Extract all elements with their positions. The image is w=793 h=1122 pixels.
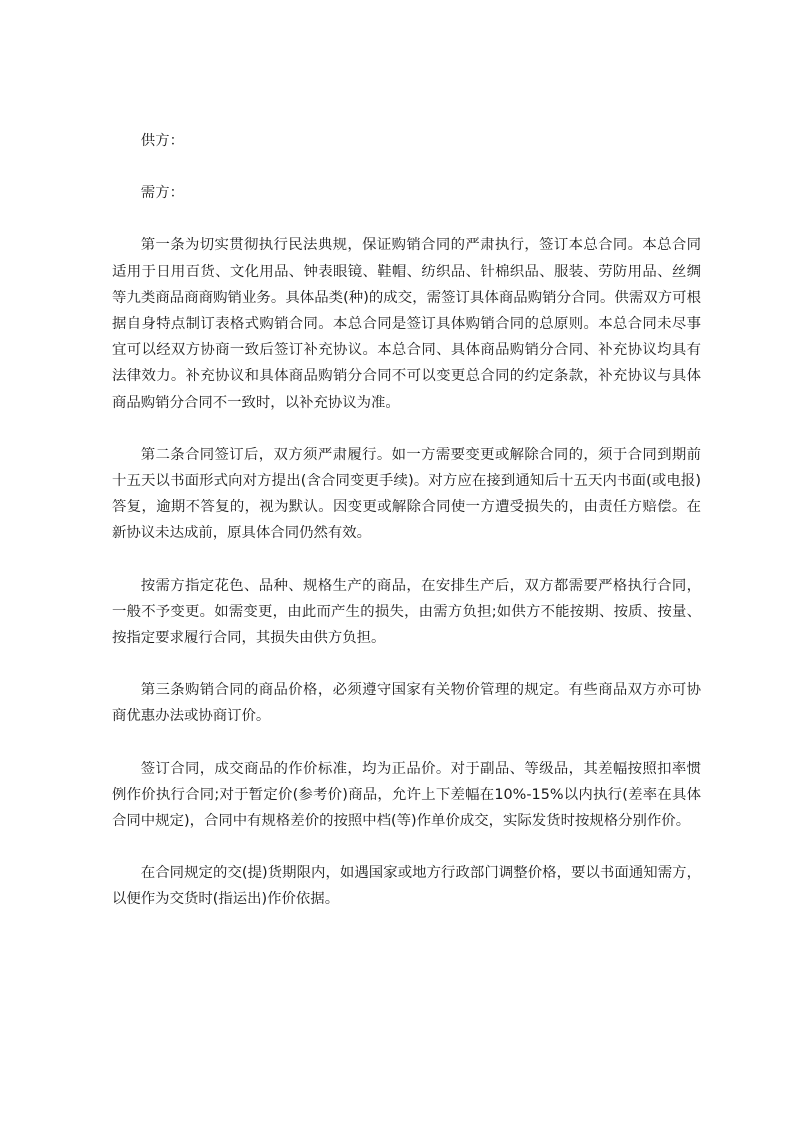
buyer-label: 需方： [140, 185, 184, 202]
supplier-label: 供方： [140, 133, 184, 149]
article-2-paragraph: 第二条合同签订后，双方须严肃履行。如一方需要变更或解除合同的，须于合同到期前十五天以书面形式向对方提出(含合同变更手续)。对方应在接到通知后十五天内书面(或电报)答复，逾期不答复的，视为默认。因变更或解除合同使一方遭受损失的，由责任方赔偿。在新协议未达成前，原具体合同仍然有效。 [112, 446, 701, 542]
custom-production-paragraph: 按需方指定花色、品种、规格生产的商品，在安排生产后，双方都需要严格执行合同，一般不予变更。如需变更，由此而产生的损失，由需方负担;如供方不能按期、按质、按量、按指定要求履行合同，其损失由供方负担。 [112, 577, 701, 647]
article-3-paragraph: 第三条购销合同的商品价格，必须遵守国家有关物价管理的规定。有些商品双方亦可协商优惠办法或协商订价。 [112, 682, 701, 725]
pricing-standard-paragraph: 签订合同，成交商品的作价标准，均为正品价。对于副品、等级品，其差幅按照扣率惯例作价执行合同;对于暂定价(参考价)商品，允许上下差幅在10%-15%以内执行(差率在具体合同中规定)，合同中有规格差价的按照中档(等)作单价成交，实际发货时按规格分别作价。 [112, 760, 701, 830]
price-adjustment-paragraph: 在合同规定的交(提)货期限内，如遇国家或地方行政部门调整价格，要以书面通知需方，以便作为交货时(指运出)作价依据。 [112, 865, 701, 908]
article-1-paragraph: 第一条为切实贯彻执行民法典规，保证购销合同的严肃执行，签订本总合同。本总合同适用于日用百货、文化用品、钟表眼镜、鞋帽、纺织品、针棉织品、服装、劳防用品、丝绸等九类商品商商购销业务。具体品类(种)的成交，需签订具体商品购销分合同。供需双方可根据自身特点制订表格式购销合同。本总合同是签订具体购销合同的总原则。本总合同未尽事宜可以经双方协商一致后签订补充协议。本总合同、具体商品购销分合同、补充协议均具有法律效力。补充协议和具体商品购销分合同不可以变更总合同的约定条款，补充协议与具体商品购销分合同不一致时，以补充协议为准。 [112, 237, 701, 411]
